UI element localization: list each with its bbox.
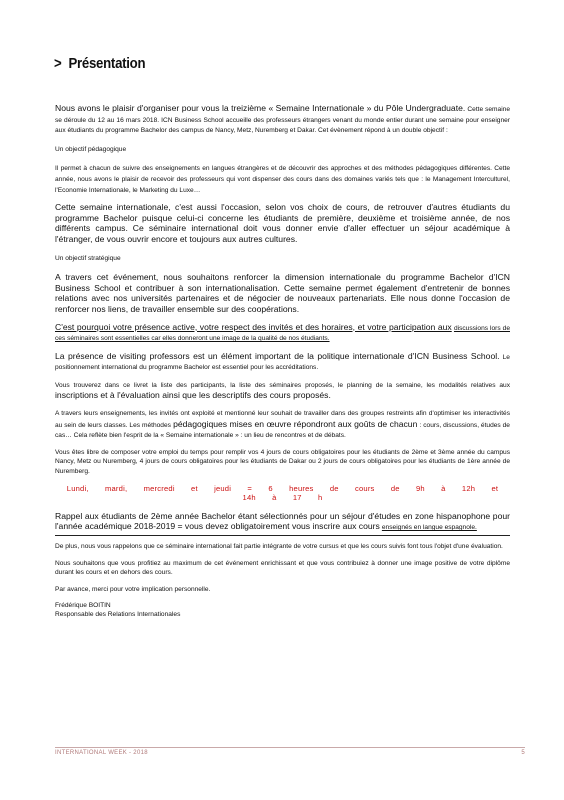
reminder-text: enseignés en langue espagnole. <box>381 524 477 532</box>
signature-role: Responsable des Relations Internationales <box>55 611 181 619</box>
section-title <box>54 55 145 72</box>
page-number: 5 <box>521 750 525 756</box>
objective-1-text: Il permet à chacun de suivre des enseignements en langues étrangères et de découvrir des approches et des méthodes pédagogiques différentes. Cette année, nous avons le plaisir de recevoir des professeurs qui vont dispenser des cours dans des domaines variés tels que : le Management Interculturel, l'Economie Internationale, le Marketing du Luxe… <box>55 165 510 194</box>
footer-label: INTERNATIONAL WEEK - 2018 <box>55 750 148 756</box>
intro-paragraph <box>55 103 510 136</box>
seminar-text-b: Ce séminaire international doit vous donner envie d'aller effectuer un séjour académique à l'étranger, de vous ouvrir encore et toujours aux autres cultures. <box>55 223 510 244</box>
signature <box>55 601 510 619</box>
booklet-paragraph: Vous trouverez dans ce livret la liste des participants, la liste des séminaires proposés, le planning de la semaine, les modalités relatives aux inscriptions et à l'évaluation ainsi que les descriptifs des cours proposés. <box>55 381 510 401</box>
divider <box>55 535 510 536</box>
seminar-paragraph <box>55 202 510 244</box>
signature-name: Frédérique BOITIN <box>55 602 111 610</box>
intro-lead: Nous avons le plaisir d'organiser pour vous la treizième « Semaine Internationale » du Pôle Undergraduate. <box>55 103 466 113</box>
closing-paragraph: Nous souhaitons que vous profitiez au maximum de cet événement enrichissant et que vous contribuiez à donner une image positive de votre diplôme durant les cours et en dehors des cours. <box>55 559 510 577</box>
participation-lead: C'est pourquoi votre présence active, votre respect des invités et des horaires, et votre participation aux <box>55 321 452 332</box>
document-body <box>55 103 510 619</box>
thanks-paragraph: Par avance, merci pour votre implication personnelle. <box>55 585 211 593</box>
objective-2-text: A travers cet événement, nous souhaitons renforcer la dimension internationale du programme Bachelor d'ICN Business School et contribuer à son internationalisation. Cette semaine permet également d'entretenir de bonnes relations avec nos universités partenaires et de négocier de nouveaux partenariats. Elle nous donne l'occasion de renforcer nos liens, de travailler ensemble sur des coopérations. <box>55 272 510 314</box>
schedule-hours: Lundi, mardi, mercredi et jeudi = 6 heures de cours de 9h à 12h et 14h à 17 h <box>66 483 499 503</box>
participation-paragraph <box>55 322 510 344</box>
objective-2-heading: Un objectif stratégique <box>55 254 121 262</box>
reminder-lead: Rappel aux étudiants de 2ème année Bachelor étant sélectionnés pour un séjour d'études en zone hispanophone pour l'année académique 2018-2019 = vous devez obligatoirement vous inscrire aux cours <box>55 510 510 532</box>
page-footer <box>55 747 525 756</box>
seminar-text-a: Cette semaine internationale, c'est aussi l'occasion, selon vos choix de cours, de retrouver d'autres étudiants du programme Bachelor puisque celui-ci concerne les étudiants de première, deuxième et troisième année, de nos différents campus. <box>55 202 510 234</box>
reminder-paragraph <box>55 511 510 533</box>
intro-text: Cette semaine se déroule du 12 au 16 mars 2018. ICN Business School accueille des professeurs étrangers venant du monde entier durant une semaine pour enseigner aux étudiants du programme Bachelor des campus de Nancy, Metz, Nuremberg et Dakar. Cet évènement répond à un double objectif : <box>55 106 510 135</box>
objective-1-heading: Un objectif pédagogique <box>55 145 127 153</box>
visiting-professors-lead: La présence de visiting professors est un élément important de la politique internationale d'ICN Business School. <box>55 350 500 361</box>
participation-text: discussions lors de ces séminaires sont essentielles car elles donneront une image de la qualité de nos étudiants. <box>55 324 510 343</box>
visiting-professors-text: Le positionnement international du programme Bachelor est essentiel pour les accréditations. <box>55 353 510 372</box>
chevron-right-icon: > <box>54 55 62 72</box>
visiting-professors-paragraph <box>55 351 510 373</box>
teaching-methods-paragraph: A travers leurs enseignements, les invités ont exploité et mentionné leur souhait de travailler dans des groupes restreints afin d'optimiser les interactivités au sein de leurs classes. Les méthodes pédagogiques mises en œuvre répondront aux goûts de chacun : cours, discussions, études de cas… Cela reflète bien l'esprit de la « Semaine internationale » : un lieu de rencontres et de débats. <box>55 410 510 440</box>
evaluation-paragraph: De plus, nous vous rappelons que ce séminaire international fait partie intégrante de votre cursus et que les cours suivis font tous l'objet d'une évaluation. <box>55 543 503 550</box>
schedule-paragraph: Vous êtes libre de composer votre emploi du temps pour remplir vos 4 jours de cours obligatoires pour les étudiants de 2ème et 3ème année du campus Nancy, Metz ou Nuremberg, 4 jours de cours obligatoires pour les étudiants de Dakar ou 2 jours de cours obligatoires pour les étudiants de 1ère année de Nuremberg. <box>55 448 510 476</box>
page-title: Présentation <box>68 55 146 72</box>
